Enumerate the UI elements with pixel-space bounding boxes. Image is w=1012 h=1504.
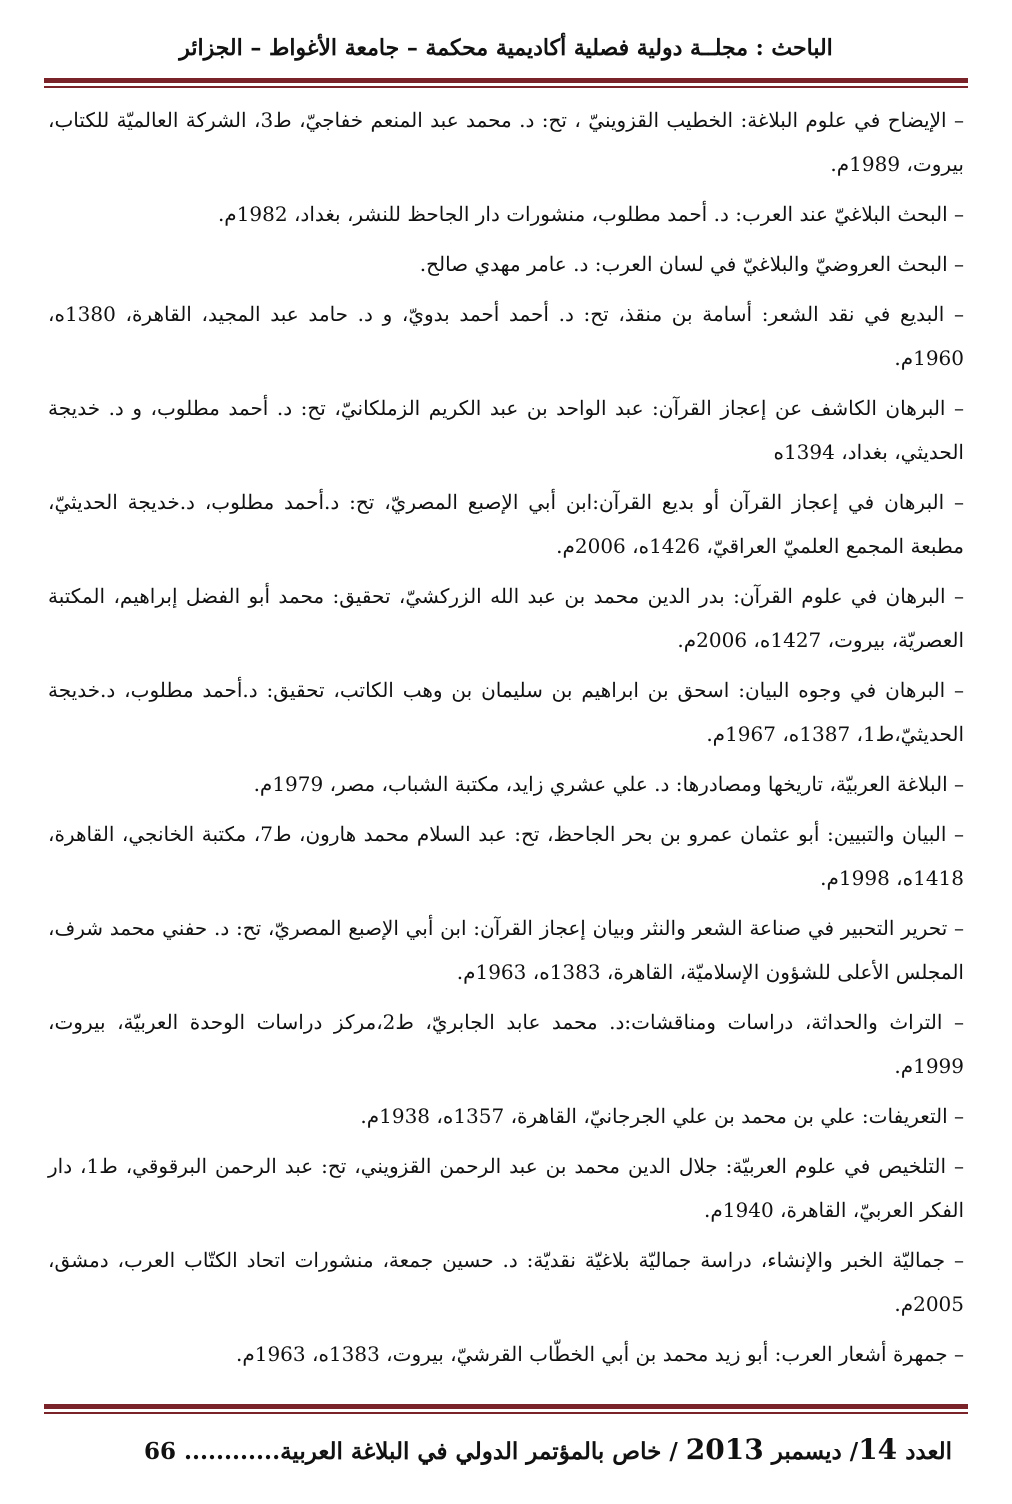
footer-rule-thin	[44, 1412, 968, 1414]
reference-entry: – البرهان الكاشف عن إعجاز القرآن: عبد الواحد بن عبد الكريم الزملكانيّ، تح: د. أحمد مطلوب، و د. خديجة الحديثي، بغداد، 1394ه	[48, 396, 964, 464]
reference-entry: – البيان والتبيين: أبو عثمان عمرو بن بحر الجاحظ، تح: عبد السلام محمد هارون، ط7، مكتبة الخانجي، القاهرة، 1418ه، 1998م.	[48, 822, 964, 890]
issue-number: 14	[858, 1433, 898, 1466]
issue-special-note: / خاص بالمؤتمر الدولي في البلاغة العربية............	[183, 1438, 678, 1465]
reference-entry: – جمهرة أشعار العرب: أبو زيد محمد بن أبي الخطّاب القرشيّ، بيروت، 1383ه، 1963م.	[235, 1342, 964, 1366]
issue-prefix: العدد	[905, 1438, 952, 1465]
reference-entry: – البلاغة العربيّة، تاريخها ومصادرها: د. علي عشري زايد، مكتبة الشباب، مصر، 1979م.	[253, 772, 964, 796]
reference-entry: – تحرير التحبير في صناعة الشعر والنثر وبيان إعجاز القرآن: ابن أبي الإصبع المصريّ، تح: د. حفني محمد شرف، المجلس الأعلى للشؤون الإسلاميّة، القاهرة، 1383ه، 1963م.	[48, 916, 965, 984]
footer-issue-line	[60, 1430, 952, 1470]
reference-entry: – البحث البلاغيّ عند العرب: د. أحمد مطلوب، منشورات دار الجاحظ للنشر، بغداد، 1982م.	[217, 202, 964, 226]
reference-entry: – البرهان في علوم القرآن: بدر الدين محمد بن عبد الله الزركشيّ، تحقيق: محمد أبو الفضل إبراهيم، المكتبة العصريّة، بيروت، 1427ه، 2006م.	[48, 584, 964, 652]
reference-entry: – البرهان في وجوه البيان: اسحق بن ابراهيم بن سليمان بن وهب الكاتب، تحقيق: د.أحمد مطلوب، د.خديجة الحديثيّ،ط1، 1387ه، 1967م.	[48, 678, 964, 746]
header-rule-thick	[44, 78, 968, 83]
header-rule-thin	[44, 86, 968, 88]
reference-entry: – البرهان في إعجاز القرآن أو بديع القرآن:ابن أبي الإصبع المصريّ، تح: د.أحمد مطلوب، د.خديجة الحديثيّ، مطبعة المجمع العلميّ العراقيّ، 1426ه، 2006م.	[48, 490, 964, 558]
references-list	[48, 98, 964, 1384]
issue-year: 2013	[685, 1433, 764, 1466]
reference-entry: – الإيضاح في علوم البلاغة: الخطيب القزوينيّ ، تح: د. محمد عبد المنعم خفاجيّ، ط3، الشركة العالميّة للكتاب، بيروت، 1989م.	[48, 108, 964, 176]
reference-entry: – البديع في نقد الشعر: أسامة بن منقذ، تح: د. أحمد أحمد بدويّ، و د. حامد عبد المجيد، القاهرة، 1380ه، 1960م.	[48, 302, 965, 370]
footer-rule-thick	[44, 1404, 968, 1409]
reference-entry: – جماليّة الخبر والإنشاء، دراسة جماليّة بلاغيّة نقديّة: د. حسين جمعة، منشورات اتحاد الكتّاب العرب، دمشق، 2005م.	[48, 1248, 964, 1316]
journal-header-title: الباحث : مجلــة دولية فصلية أكاديمية محكمة – جامعة الأغواط – الجزائر	[179, 35, 833, 61]
reference-entry: – التراث والحداثة، دراسات ومناقشات:د. محمد عابد الجابريّ، ط2،مركز دراسات الوحدة العربيّة، بيروت، 1999م.	[48, 1010, 964, 1078]
reference-entry: – البحث العروضيّ والبلاغيّ في لسان العرب: د. عامر مهدي صالح.	[419, 252, 964, 276]
reference-entry: – التعريفات: علي بن محمد بن علي الجرجانيّ، القاهرة، 1357ه، 1938م.	[360, 1104, 964, 1128]
page-number: 66	[143, 1438, 176, 1465]
reference-entry: – التلخيص في علوم العربيّة: جلال الدين محمد بن عبد الرحمن القزويني، تح: عبد الرحمن البرقوقي، ط1، دار الفكر العربيّ، القاهرة، 1940م.	[48, 1154, 965, 1222]
issue-month: / ديسمبر	[771, 1438, 859, 1465]
